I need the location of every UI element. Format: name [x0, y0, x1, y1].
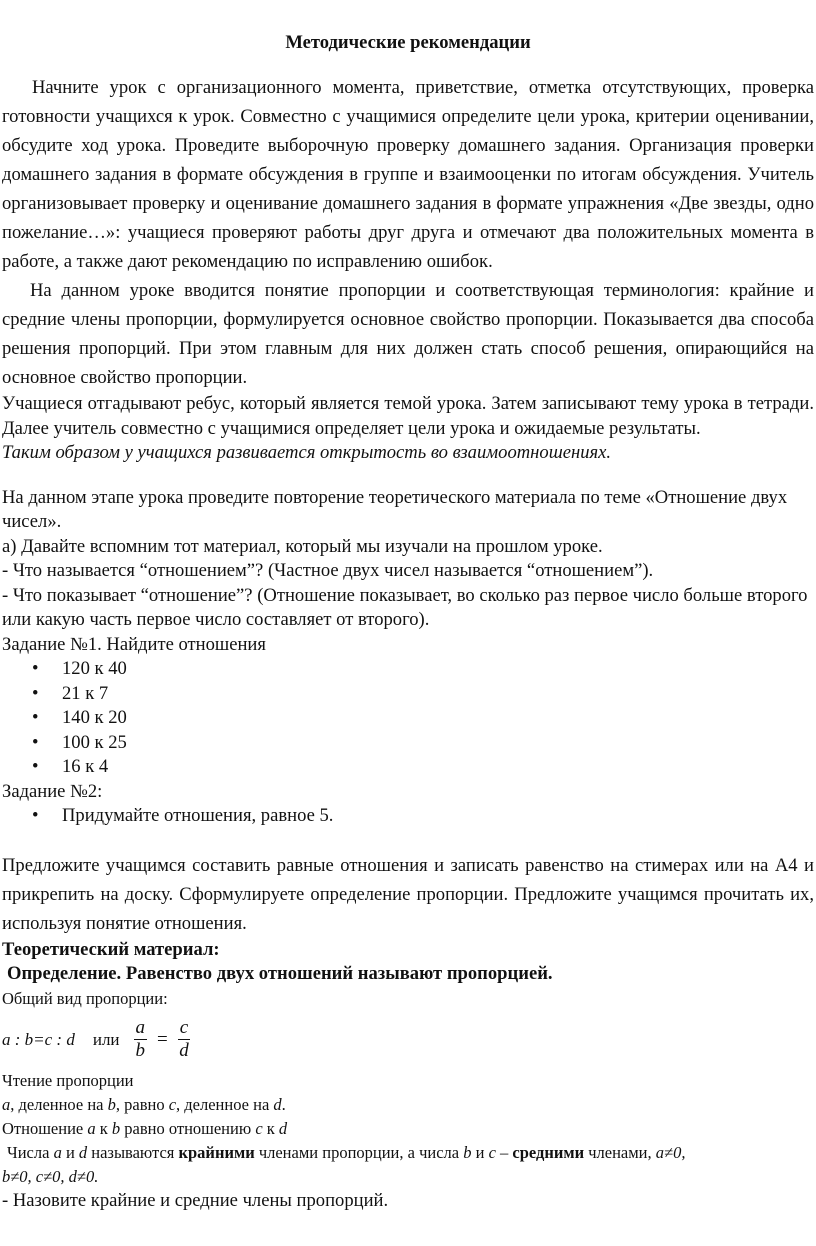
var: b — [463, 1142, 472, 1162]
fraction-numerator: c — [179, 1017, 189, 1038]
proportion-definition: Определение. Равенство двух отношений называют пропорцией. — [7, 963, 553, 984]
question-ratio-definition: - Что называется “отношением”? (Частное двух чисел называется “отношением”). — [2, 560, 654, 581]
fraction-denominator: d — [179, 1040, 189, 1061]
var: b — [107, 1094, 116, 1114]
var: d — [78, 1142, 88, 1162]
var: b — [111, 1118, 121, 1138]
text: называются — [87, 1142, 179, 1162]
var: a — [53, 1142, 62, 1162]
rebus-paragraph: Учащиеся отгадывают ребус, который является темой урока. Затем записывают тему урока в тетради. Далее учитель совместно с учащимися определяет цели урока и ожидаемые результаты. — [2, 393, 814, 439]
text: Числа — [7, 1142, 54, 1162]
recall-line: а) Давайте вспомним тот материал, который мы изучали на прошлом уроке. — [2, 535, 603, 557]
term-middle: средними — [512, 1142, 585, 1162]
formula-inline: a : b=c : d — [2, 1030, 75, 1049]
openness-note: Таким образом у учащихся развивается открытость во взаимоотношениях. — [2, 442, 612, 463]
fraction-left — [134, 1017, 148, 1062]
page-title: Методические рекомендации — [285, 32, 531, 53]
equal-ratios-paragraph: Предложите учащимся составить равные отношения и записать равенство на стимерах или на А4 и прикрепить на доску. Сформулируете определение пропорции. Предложите учащимся прочитать их, используя понятие отношения. — [2, 854, 814, 934]
formula-or: или — [92, 1030, 120, 1049]
fraction-denominator: b — [135, 1040, 146, 1061]
text: и — [471, 1142, 489, 1162]
equals-sign: = — [157, 1029, 168, 1050]
reading-title: Чтение пропорции — [2, 1070, 134, 1090]
theory-title: Теоретический материал: — [2, 938, 220, 960]
reading-line-2 — [2, 1117, 814, 1141]
task2-title: Задание №2: — [2, 780, 103, 802]
lesson-concept-paragraph: На данном уроке вводится понятие пропорции и соответствующая терминология: крайние и средние члены пропорции, формулируется основное свойство пропорции. Показывается два способа решения пропорций. При этом главным для них должен стать способ решения, опирающийся на основное свойство пропорции. — [2, 280, 814, 388]
final-question: - Назовите крайние и средние члены пропорций. — [2, 1189, 389, 1211]
task1-list — [2, 657, 814, 780]
text: – — [495, 1142, 513, 1162]
list-item: • 16 к 4 — [2, 755, 814, 780]
var: d — [278, 1118, 288, 1138]
var: a — [87, 1118, 96, 1138]
spacer — [2, 466, 814, 486]
fraction-numerator: a — [135, 1017, 146, 1038]
text: , деленное на — [10, 1094, 108, 1114]
list-item: • 21 к 7 — [2, 682, 814, 707]
var: c — [488, 1142, 496, 1162]
text: Отношение — [2, 1118, 88, 1138]
var: a — [2, 1094, 11, 1114]
text: равно отношению — [120, 1118, 256, 1138]
question-ratio-meaning: - Что показывает “отношение”? (Отношение показывает, во сколько раз первое число больше второго или какую часть первое число составляет от второго). — [2, 584, 808, 630]
list-item: • Придумайте отношения, равное 5. — [2, 804, 814, 829]
task2-list — [2, 804, 814, 829]
fraction-right — [178, 1017, 190, 1062]
repetition-paragraph: На данном этапе урока проведите повторение теоретического материала по теме «Отношение двух чисел». — [2, 486, 788, 532]
var: d — [273, 1094, 282, 1114]
list-item: • 140 к 20 — [2, 706, 814, 731]
text: , равно — [115, 1094, 169, 1114]
reading-line-1 — [2, 1093, 814, 1117]
task1-title: Задание №1. Найдите отношения — [2, 633, 266, 655]
text: к — [262, 1118, 279, 1138]
intro-paragraph: Начните урок с организационного момента, приветствие, отметка отсутствующих, проверка готовности учащихся к урок. Совместно с учащимися определите цели урока, критерии оценивании, обсудите ход урока. Проведите выборочную проверку домашнего задания. Организация проверки домашнего задания в формате обсуждения в группе и взаимооценки по итогам обсуждения. Учитель организовывает проверку и оценивание домашнего задания в формате упражнения «Две звезды, одно пожелание…»: учащиеся проверяют работы друг друга и отмечают два положительных момента в работе, а также дают рекомендацию по исправлению ошибок. — [2, 77, 814, 272]
var: c — [255, 1118, 263, 1138]
var: c — [168, 1094, 177, 1114]
text: к — [95, 1118, 112, 1138]
text: и — [61, 1142, 79, 1162]
text: членами, — [584, 1142, 656, 1162]
proportion-formula — [2, 1011, 814, 1069]
general-form-label: Общий вид пропорции: — [2, 988, 168, 1008]
spacer — [2, 829, 814, 851]
members-definition — [2, 1141, 814, 1165]
members-conditions: b≠0, c≠0, d≠0. — [2, 1166, 99, 1186]
list-item: • 120 к 40 — [2, 657, 814, 682]
text: , деленное на — [176, 1094, 274, 1114]
condition: a≠0, — [655, 1142, 686, 1162]
term-extreme: крайними — [178, 1142, 255, 1162]
text: членами пропорции, а числа — [254, 1142, 464, 1162]
text: . — [281, 1094, 286, 1114]
list-item: • 100 к 25 — [2, 731, 814, 756]
